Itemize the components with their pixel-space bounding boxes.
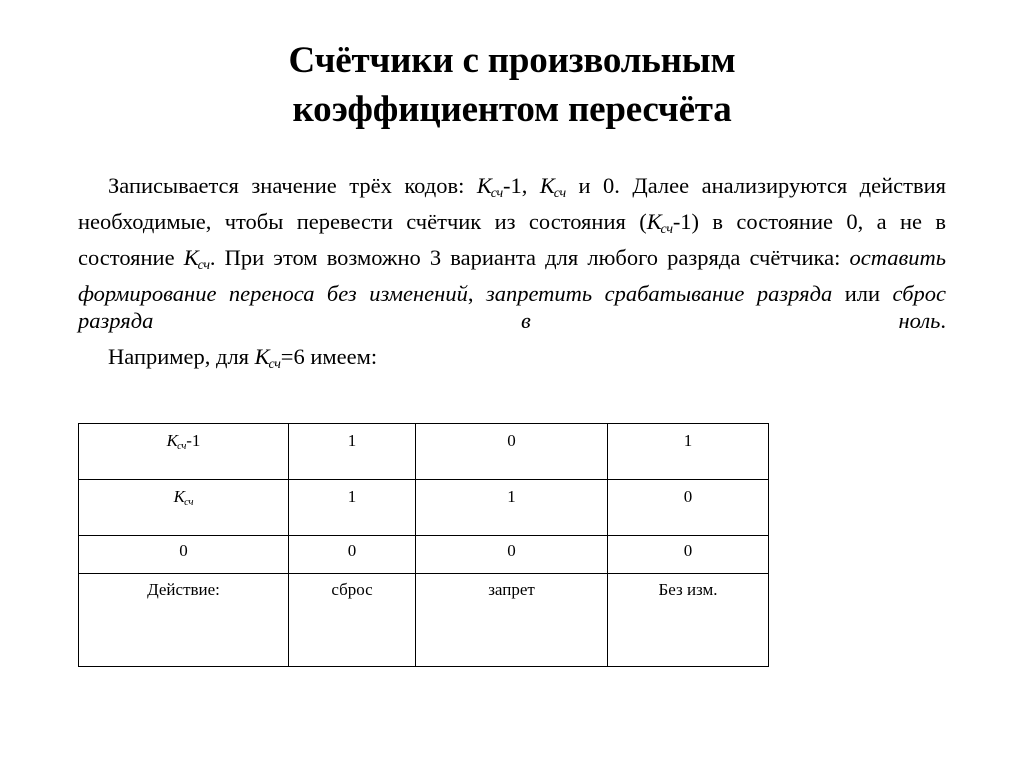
ksch-subscript: сч — [553, 186, 566, 202]
ksch-symbol — [254, 343, 281, 373]
emphasis-option-2: запретить срабатывание разряда — [485, 280, 833, 306]
ksch-base: К — [646, 208, 662, 234]
text-segment: Например, для — [108, 343, 255, 369]
truth-table — [78, 423, 769, 667]
ksch-base: К — [173, 487, 185, 506]
cell-value: Действие: — [147, 580, 220, 599]
table-cell — [416, 480, 608, 536]
table-cell — [289, 480, 416, 536]
table-row — [79, 574, 769, 667]
ksch-symbol — [173, 487, 194, 509]
label-suffix: -1 — [186, 431, 201, 450]
ksch-symbol — [183, 244, 210, 274]
text-segment: и 0. Далее анализируются действия необходимые, чтобы перевести счётчик из состояния ( — [78, 173, 946, 234]
ksch-base: К — [539, 173, 555, 198]
cell-value: 0 — [507, 431, 516, 450]
table-cell — [289, 574, 416, 667]
ksch-subscript: сч — [490, 186, 503, 202]
cell-value: 0 — [507, 541, 516, 560]
ksch-base: К — [166, 431, 178, 450]
text-segment: или — [832, 280, 893, 306]
table-row — [79, 480, 769, 536]
text-segment: =6 имеем: — [280, 343, 378, 369]
ksch-symbol — [166, 431, 187, 453]
cell-value: запрет — [488, 580, 535, 599]
emphasis-option-1: оставить формирование переноса без изменений — [78, 244, 946, 306]
ksch-subscript: сч — [197, 258, 210, 274]
row-label-ksch — [79, 480, 289, 536]
text-segment: . — [940, 308, 946, 334]
ksch-subscript: сч — [177, 441, 187, 453]
ksch-base: К — [476, 173, 492, 198]
ksch-base: К — [183, 244, 199, 270]
table-cell — [416, 574, 608, 667]
ksch-symbol — [539, 173, 566, 202]
table-cell — [608, 536, 769, 574]
cell-value: 0 — [179, 541, 188, 560]
table-cell — [289, 536, 416, 574]
table-row — [79, 424, 769, 480]
truth-table-container — [78, 423, 768, 637]
ksch-subscript: сч — [660, 222, 673, 238]
table-cell — [608, 480, 769, 536]
cell-value: 0 — [683, 541, 693, 560]
cell-value: 1 — [347, 487, 357, 506]
paragraph-description — [78, 172, 946, 335]
text-segment: Записывается значение трёх кодов: — [108, 173, 477, 198]
table-row — [79, 536, 769, 574]
row-label-action — [79, 574, 289, 667]
cell-value: 1 — [347, 431, 357, 450]
cell-value: 0 — [683, 487, 693, 506]
table-cell — [416, 424, 608, 480]
ksch-symbol — [646, 208, 673, 238]
emphasis-option-3: сброс разряда в ноль — [78, 280, 947, 334]
cell-value: 1 — [507, 487, 516, 506]
text-segment: -1, — [502, 173, 540, 198]
paragraph-example — [78, 343, 946, 379]
cell-value: 1 — [683, 431, 693, 450]
title-line-2: коэффициентом пересчёта — [292, 89, 732, 130]
text-segment: , — [467, 280, 486, 306]
cell-value — [79, 431, 288, 457]
cell-value — [79, 487, 288, 513]
row-label-zero — [79, 536, 289, 574]
table-cell — [608, 424, 769, 480]
cell-value: 0 — [347, 541, 357, 560]
page-title — [60, 36, 964, 134]
cell-value: сброс — [331, 580, 373, 599]
row-label-ksch-minus-1 — [79, 424, 289, 480]
table-cell — [608, 574, 769, 667]
text-segment: -1) в состояние 0, а не в состояние — [78, 208, 946, 270]
cell-value: Без изм. — [658, 580, 718, 599]
ksch-base: К — [254, 343, 270, 369]
body-text-block — [78, 172, 946, 379]
text-segment: . При этом возможно 3 варианта для любого разряда счётчика: — [209, 244, 850, 270]
ksch-subscript: сч — [184, 497, 194, 509]
table-cell — [416, 536, 608, 574]
ksch-subscript: сч — [268, 357, 281, 373]
ksch-symbol — [476, 173, 503, 202]
title-line-1: Счётчики с произвольным — [288, 40, 736, 81]
table-cell — [289, 424, 416, 480]
